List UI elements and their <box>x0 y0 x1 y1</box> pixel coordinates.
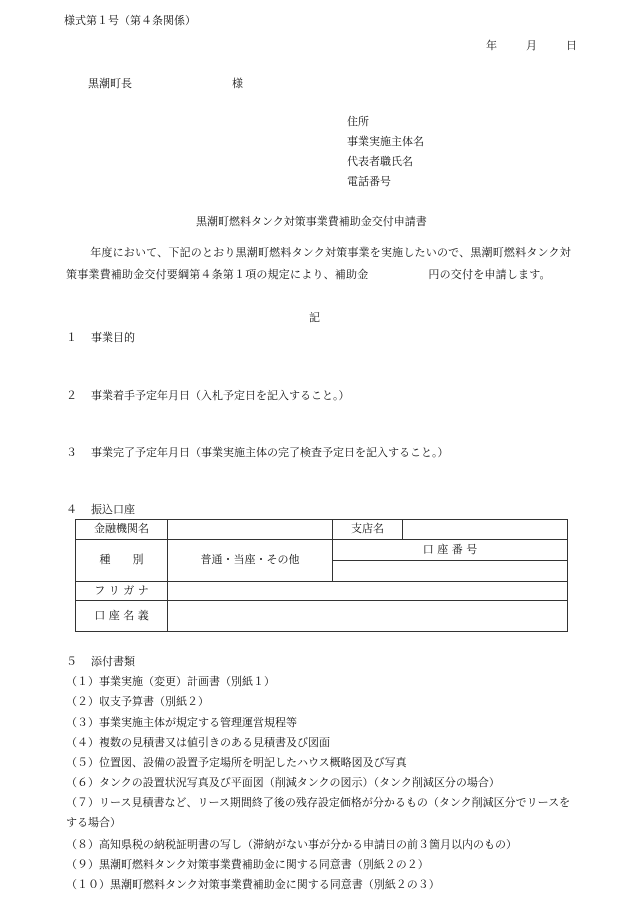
section-5 <box>66 655 135 670</box>
attachment-item-1: （１）事業実施（変更）計画書（別紙１） <box>66 675 275 688</box>
section-1-label: 事業目的 <box>91 331 135 344</box>
attachment-item-3: （３）事業実施主体が規定する管理運営規程等 <box>66 716 297 729</box>
account-type-value[interactable]: 普通・当座・その他 <box>168 540 333 582</box>
account-holder-cell[interactable] <box>168 601 568 632</box>
furigana-cell[interactable] <box>168 582 568 601</box>
account-type-label: 種 別 <box>76 540 168 582</box>
section-2-number: ２ <box>66 389 77 402</box>
section-4-label: 振込口座 <box>91 503 135 516</box>
account-holder-label: 口 座 名 義 <box>76 601 168 632</box>
section-2-label: 事業着手予定年月日（入札予定日を記入すること。） <box>91 389 350 402</box>
attachment-item-5: （５）位置図、設備の設置予定場所を明記したハウス概略図及び写真 <box>66 756 407 769</box>
ki-heading: 記 <box>309 311 320 324</box>
body-paragraph <box>66 242 572 286</box>
section-5-label: 添付書類 <box>91 655 135 668</box>
section-2 <box>66 389 350 404</box>
attachment-item-6: （６）タンクの設置状況写真及び平面図（削減タンクの図示）（タンク削減区分の場合） <box>66 776 500 789</box>
section-1-number: １ <box>66 331 77 344</box>
date-line <box>486 39 577 54</box>
bank-name-label: 金融機関名 <box>76 520 168 540</box>
section-5-number: ５ <box>66 655 77 668</box>
applicant-address-label: 住所 <box>347 115 369 128</box>
applicant-representative-label: 代表者職氏名 <box>347 155 413 168</box>
date-month: 月 <box>526 39 537 52</box>
body-text-part2: 円の交付を申請します。 <box>428 268 551 281</box>
attachment-item-7: （７）リース見積書など、リース期間終了後の残存設定価格が分かるもの（タンク削減区分でリースをする場合） <box>66 796 571 829</box>
section-1 <box>66 331 135 346</box>
section-3 <box>66 446 449 461</box>
branch-name-label: 支店名 <box>333 520 403 540</box>
bank-account-table <box>75 519 568 632</box>
bank-name-cell[interactable] <box>168 520 333 540</box>
attachment-item-2: （２）収支予算書（別紙２） <box>66 695 209 708</box>
form-number: 様式第１号（第４条関係） <box>64 14 196 27</box>
body-text-part1: 年度において、下記のとおり黒潮町燃料タンク対策事業を実施したいので、黒潮町燃料タンク対策事業費補助金交付要綱第４条第１項の規定により、補助金 <box>66 246 571 281</box>
date-year: 年 <box>486 39 497 52</box>
section-3-label: 事業完了予定年月日（事業実施主体の完了検査予定日を記入すること。） <box>91 446 449 459</box>
branch-name-cell[interactable] <box>403 520 568 540</box>
applicant-phone-label: 電話番号 <box>347 175 391 188</box>
attachment-item-8: （８）高知県税の納税証明書の写し（滞納がない事が分かる申請日の前３箇月以内のもの） <box>66 838 517 851</box>
attachment-item-9: （９）黒潮町燃料タンク対策事業費補助金に関する同意書（別紙２の２） <box>66 858 429 871</box>
document-title: 黒潮町燃料タンク対策事業費補助金交付申請書 <box>196 215 427 228</box>
section-3-number: ３ <box>66 446 77 459</box>
date-day: 日 <box>566 39 577 52</box>
addressee-honorific: 様 <box>232 77 243 90</box>
account-number-label: 口 座 番 号 <box>333 540 568 561</box>
furigana-label: フ リ ガ ナ <box>76 582 168 601</box>
section-4 <box>66 503 135 518</box>
attachment-item-4: （４）複数の見積書又は値引きのある見積書及び図面 <box>66 736 330 749</box>
applicant-entity-label: 事業実施主体名 <box>347 135 424 148</box>
addressee-name: 黒潮町長 <box>88 77 132 90</box>
section-4-number: ４ <box>66 503 77 516</box>
account-number-cell[interactable] <box>333 561 568 582</box>
attachment-item-10: （１０）黒潮町燃料タンク対策事業費補助金に関する同意書（別紙２の３） <box>66 878 440 891</box>
